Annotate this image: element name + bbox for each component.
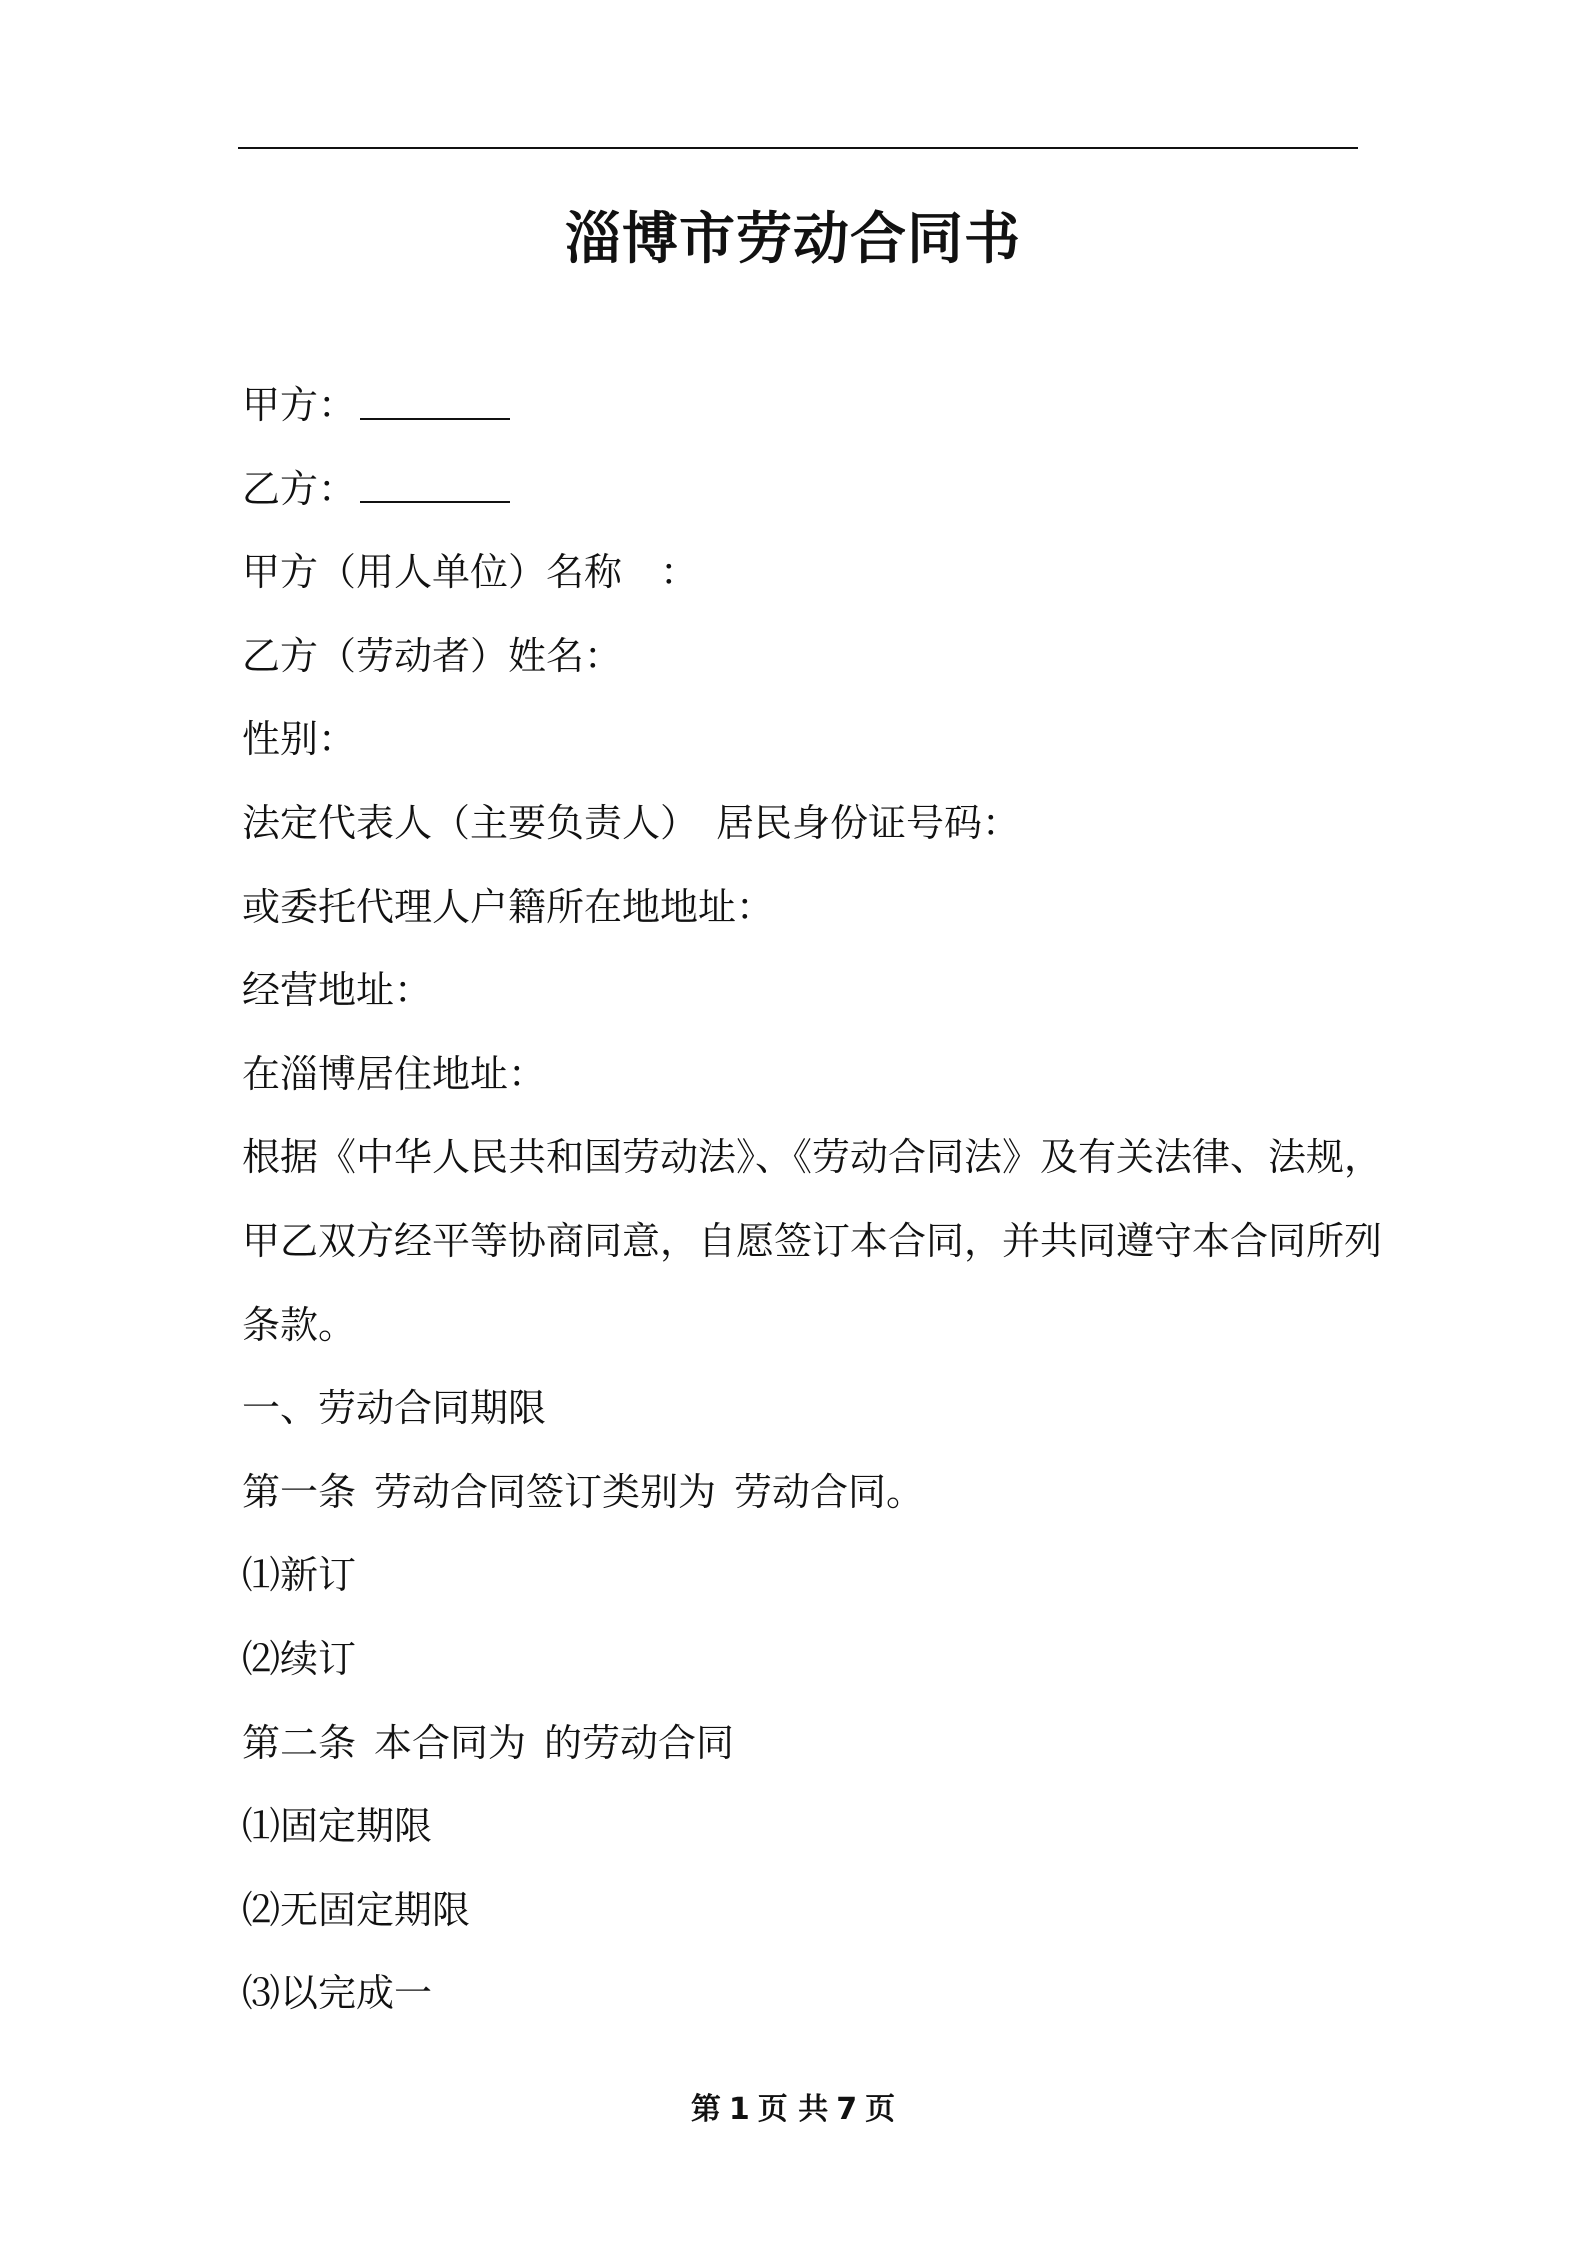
article-1-text: 劳动合同签订类别为 xyxy=(374,1469,717,1514)
page-footer xyxy=(0,2090,1586,2130)
article-2-option-1: ⑴固定期限 xyxy=(242,1804,433,1849)
business-address-line: 经营地址： xyxy=(242,968,433,1013)
worker-name-line: 乙方（劳动者）姓名： xyxy=(242,633,623,678)
party-a-blank xyxy=(360,384,510,420)
id-number-label: 居民身份证号码： xyxy=(716,800,1021,845)
party-a-line xyxy=(242,364,1362,448)
gender-line: 性别： xyxy=(242,717,357,762)
employer-name-line: 甲方（用人单位）名称 ： xyxy=(242,550,699,595)
party-b-line xyxy=(242,448,1362,532)
party-b-blank xyxy=(360,467,510,503)
party-b-label: 乙方： xyxy=(242,466,357,511)
footer-current-page: 1 xyxy=(728,2092,750,2127)
footer-prefix: 第 xyxy=(690,2092,721,2127)
article-2-option-2: ⑵无固定期限 xyxy=(242,1887,471,1932)
agent-household-line: 或委托代理人户籍所在地地址： xyxy=(242,884,775,929)
article-1-option-2: ⑵续订 xyxy=(242,1636,357,1681)
zibo-address-line: 在淄博居住地址： xyxy=(242,1051,547,1096)
legal-rep-line xyxy=(242,782,1362,866)
article-2-text: 本合同为 xyxy=(374,1720,527,1765)
preamble-line-1: 根据《中华人民共和国劳动法》、《劳动合同法》及有关法律、法规， xyxy=(242,1135,1383,1180)
article-1-option-1: ⑴新订 xyxy=(242,1553,357,1598)
document-body xyxy=(242,364,1383,2036)
section-1-heading: 一、劳动合同期限 xyxy=(242,1386,547,1431)
document-title: 淄博市劳动合同书 xyxy=(565,207,1021,272)
party-a-label: 甲方： xyxy=(242,383,357,427)
legal-rep-label: 法定代表人（主要负责人） xyxy=(242,800,699,845)
footer-total-pages: 7 xyxy=(836,2092,858,2127)
article-1-line xyxy=(242,1451,1362,1535)
article-2-number: 第二条 xyxy=(242,1720,357,1765)
footer-suffix: 页 xyxy=(865,2092,896,2127)
preamble-line-3: 条款。 xyxy=(242,1302,357,1347)
article-2-tail: 的劳动合同 xyxy=(544,1720,735,1765)
preamble-line-2: 甲乙双方经平等协商同意，自愿签订本合同，并共同遵守本合同所列 xyxy=(242,1218,1383,1263)
article-2-line xyxy=(242,1702,1362,1786)
footer-middle: 页 共 xyxy=(757,2092,829,2127)
article-1-tail: 劳动合同。 xyxy=(734,1469,925,1514)
article-1-number: 第一条 xyxy=(242,1469,357,1514)
article-2-option-3: ⑶以完成一 xyxy=(242,1971,433,2016)
header-rule xyxy=(238,147,1358,149)
